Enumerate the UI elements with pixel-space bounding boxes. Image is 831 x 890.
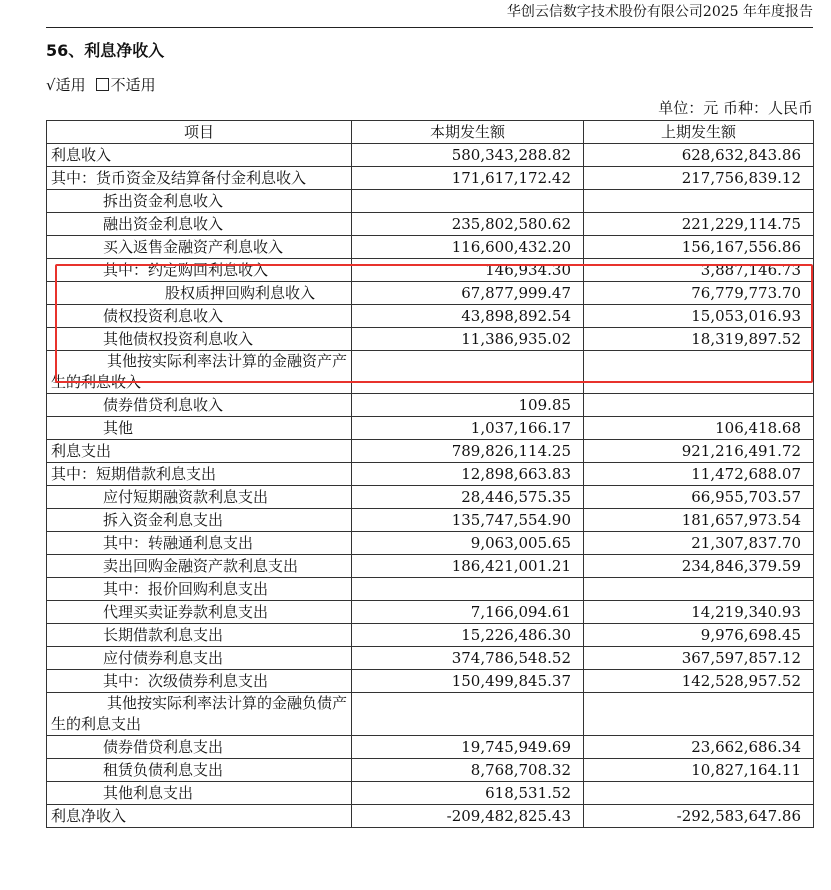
current-amount: 15,226,486.30 xyxy=(352,624,584,647)
previous-amount: 217,756,839.12 xyxy=(584,167,814,190)
not-applicable-label: 不适用 xyxy=(110,76,156,94)
row-label: 融出资金利息收入 xyxy=(47,213,352,236)
row-label: 债权投资利息收入 xyxy=(47,305,352,328)
table-row xyxy=(47,144,814,167)
current-amount xyxy=(352,190,584,213)
table-row xyxy=(47,213,814,236)
previous-amount: 21,307,837.70 xyxy=(584,532,814,555)
interest-income-table xyxy=(46,120,814,828)
row-label: 其中：报价回购利息支出 xyxy=(47,578,352,601)
current-amount: 7,166,094.61 xyxy=(352,601,584,624)
table-row xyxy=(47,328,814,351)
previous-amount xyxy=(584,578,814,601)
row-label: 其他债权投资利息收入 xyxy=(47,328,352,351)
previous-amount: 66,955,703.57 xyxy=(584,486,814,509)
previous-amount: 15,053,016.93 xyxy=(584,305,814,328)
current-amount: 109.85 xyxy=(352,394,584,417)
row-label: 其中：短期借款利息支出 xyxy=(47,463,352,486)
current-amount: 789,826,114.25 xyxy=(352,440,584,463)
previous-amount: 628,632,843.86 xyxy=(584,144,814,167)
previous-amount: 234,846,379.59 xyxy=(584,555,814,578)
previous-amount: 106,418.68 xyxy=(584,417,814,440)
previous-amount: -292,583,647.86 xyxy=(584,805,814,828)
previous-amount: 142,528,957.52 xyxy=(584,670,814,693)
row-label: 应付短期融资款利息支出 xyxy=(47,486,352,509)
row-label: 债券借贷利息收入 xyxy=(47,394,352,417)
current-amount: 116,600,432.20 xyxy=(352,236,584,259)
table-row xyxy=(47,759,814,782)
current-amount: 146,934.30 xyxy=(352,259,584,282)
row-label: 拆入资金利息支出 xyxy=(47,509,352,532)
table-row xyxy=(47,578,814,601)
row-label: 卖出回购金融资产款利息支出 xyxy=(47,555,352,578)
row-label: 代理买卖证券款利息支出 xyxy=(47,601,352,624)
row-label: 应付债券利息支出 xyxy=(47,647,352,670)
table-row xyxy=(47,236,814,259)
column-header-previous: 上期发生额 xyxy=(584,121,814,144)
current-amount: 374,786,548.52 xyxy=(352,647,584,670)
table-row xyxy=(47,532,814,555)
previous-amount: 221,229,114.75 xyxy=(584,213,814,236)
previous-amount: 18,319,897.52 xyxy=(584,328,814,351)
table-row xyxy=(47,624,814,647)
current-amount: 43,898,892.54 xyxy=(352,305,584,328)
current-amount xyxy=(352,351,584,394)
current-amount: 618,531.52 xyxy=(352,782,584,805)
row-label: 利息支出 xyxy=(47,440,352,463)
applicable-label: 适用 xyxy=(55,76,86,94)
previous-amount: 11,472,688.07 xyxy=(584,463,814,486)
current-amount: 186,421,001.21 xyxy=(352,555,584,578)
current-amount: 28,446,575.35 xyxy=(352,486,584,509)
previous-amount: 3,887,146.73 xyxy=(584,259,814,282)
current-amount: 1,037,166.17 xyxy=(352,417,584,440)
row-label: 其中：转融通利息支出 xyxy=(47,532,352,555)
table-row xyxy=(47,555,814,578)
current-amount: 150,499,845.37 xyxy=(352,670,584,693)
table-row xyxy=(47,693,814,736)
previous-amount: 23,662,686.34 xyxy=(584,736,814,759)
current-amount: 12,898,663.83 xyxy=(352,463,584,486)
current-amount: -209,482,825.43 xyxy=(352,805,584,828)
row-label: 其中：货币资金及结算备付金利息收入 xyxy=(47,167,352,190)
row-label: 债券借贷利息支出 xyxy=(47,736,352,759)
current-amount: 171,617,172.42 xyxy=(352,167,584,190)
row-label: 其中：次级债券利息支出 xyxy=(47,670,352,693)
table-row xyxy=(47,351,814,394)
row-label: 长期借款利息支出 xyxy=(47,624,352,647)
column-header-item: 项目 xyxy=(47,121,352,144)
table-row xyxy=(47,259,814,282)
previous-amount: 10,827,164.11 xyxy=(584,759,814,782)
table-row xyxy=(47,509,814,532)
column-header-current: 本期发生额 xyxy=(352,121,584,144)
applicable-check-mark: √ xyxy=(46,76,56,94)
current-amount: 235,802,580.62 xyxy=(352,213,584,236)
previous-amount: 76,779,773.70 xyxy=(584,282,814,305)
section-title: 56、利息净收入 xyxy=(46,41,165,60)
current-amount xyxy=(352,693,584,736)
row-label: 其他按实际利率法计算的金融负债产生的利息支出 xyxy=(47,693,352,736)
applicability-options xyxy=(46,74,156,95)
table-row xyxy=(47,463,814,486)
row-label: 买入返售金融资产利息收入 xyxy=(47,236,352,259)
table-row xyxy=(47,305,814,328)
table-row xyxy=(47,670,814,693)
table-row xyxy=(47,601,814,624)
current-amount: 11,386,935.02 xyxy=(352,328,584,351)
table-row xyxy=(47,486,814,509)
company-report-title: 华创云信数字技术股份有限公司2025 年年度报告 xyxy=(506,4,813,20)
previous-amount xyxy=(584,693,814,736)
table-row xyxy=(47,647,814,670)
previous-amount: 367,597,857.12 xyxy=(584,647,814,670)
row-label: 其他 xyxy=(47,417,352,440)
current-amount: 135,747,554.90 xyxy=(352,509,584,532)
row-label: 利息收入 xyxy=(47,144,352,167)
previous-amount: 181,657,973.54 xyxy=(584,509,814,532)
table-row xyxy=(47,167,814,190)
row-label: 拆出资金利息收入 xyxy=(47,190,352,213)
current-amount: 9,063,005.65 xyxy=(352,532,584,555)
table-row xyxy=(47,190,814,213)
table-header-row xyxy=(47,121,814,144)
table-row xyxy=(47,417,814,440)
current-amount: 580,343,288.82 xyxy=(352,144,584,167)
table-row xyxy=(47,805,814,828)
previous-amount xyxy=(584,394,814,417)
table-row xyxy=(47,282,814,305)
previous-amount: 14,219,340.93 xyxy=(584,601,814,624)
report-header xyxy=(46,0,813,28)
current-amount: 19,745,949.69 xyxy=(352,736,584,759)
current-amount: 8,768,708.32 xyxy=(352,759,584,782)
previous-amount: 9,976,698.45 xyxy=(584,624,814,647)
table-row xyxy=(47,736,814,759)
current-amount: 67,877,999.47 xyxy=(352,282,584,305)
row-label: 其中：约定购回利息收入 xyxy=(47,259,352,282)
row-label: 股权质押回购利息收入 xyxy=(47,282,352,305)
empty-checkbox-icon xyxy=(96,78,109,91)
row-label: 其他按实际利率法计算的金融资产产生的利息收入 xyxy=(47,351,352,394)
previous-amount xyxy=(584,190,814,213)
previous-amount: 921,216,491.72 xyxy=(584,440,814,463)
row-label: 利息净收入 xyxy=(47,805,352,828)
previous-amount xyxy=(584,782,814,805)
row-label: 租赁负债利息支出 xyxy=(47,759,352,782)
table-row xyxy=(47,440,814,463)
current-amount xyxy=(352,578,584,601)
table-row xyxy=(47,782,814,805)
previous-amount xyxy=(584,351,814,394)
previous-amount: 156,167,556.86 xyxy=(584,236,814,259)
table-row xyxy=(47,394,814,417)
row-label: 其他利息支出 xyxy=(47,782,352,805)
unit-currency-note: 单位：元 币种：人民币 xyxy=(658,99,813,117)
